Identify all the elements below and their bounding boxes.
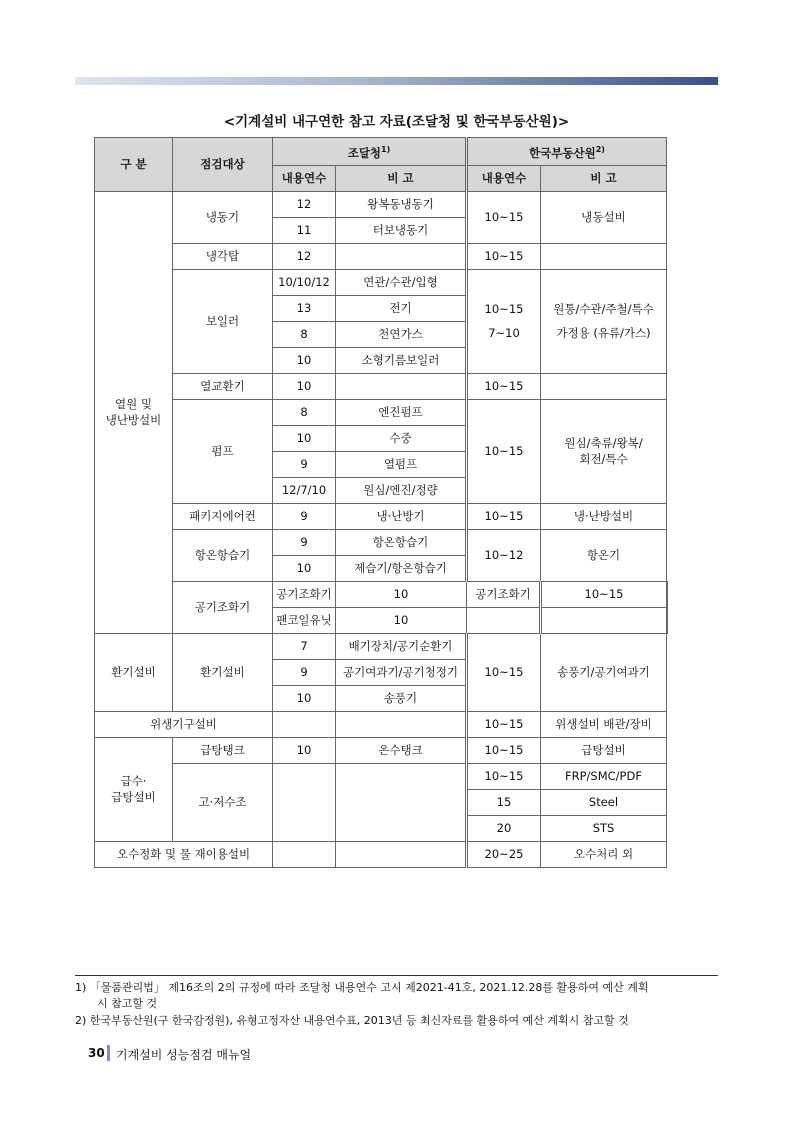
cell bbox=[336, 841, 467, 867]
cell: 9 bbox=[273, 529, 336, 555]
target-boiler: 보일러 bbox=[173, 269, 273, 373]
cell: 전기 bbox=[336, 295, 467, 321]
header-reb: 한국부동산원$^{2)}$ bbox=[467, 138, 667, 166]
cell bbox=[667, 581, 668, 607]
cell: 10~15 bbox=[467, 737, 541, 763]
cell: 13 bbox=[273, 295, 336, 321]
target-storage-tank: 고·저수조 bbox=[173, 763, 273, 841]
cell: 10~15 bbox=[467, 399, 541, 503]
cell: 급탕설비 bbox=[541, 737, 667, 763]
group-hygiene: 위생기구설비 bbox=[95, 711, 273, 737]
header-pps-years: 내용연수 bbox=[273, 165, 336, 191]
cell: 온수탱크 bbox=[336, 737, 467, 763]
target-fcu: 팬코일유닛 bbox=[273, 607, 336, 633]
page-number: 30 bbox=[88, 1046, 105, 1060]
cell: 위생설비 배관/장비 bbox=[541, 711, 667, 737]
cell: 송풍기/공기여과기 bbox=[541, 633, 667, 711]
cell: 10 bbox=[336, 581, 467, 607]
cell: 10 bbox=[273, 737, 336, 763]
footnote-1 bbox=[75, 980, 718, 1012]
cell: 열펌프 bbox=[336, 451, 467, 477]
cell: 15 bbox=[467, 789, 541, 815]
cell: 20 bbox=[467, 815, 541, 841]
cell bbox=[336, 243, 467, 269]
cell: 10 bbox=[273, 347, 336, 373]
group-water: 급수· 급탕설비 bbox=[95, 737, 173, 841]
cell-line: 7~10 bbox=[488, 326, 520, 341]
cell bbox=[541, 373, 667, 399]
cell: 12/7/10 bbox=[273, 477, 336, 503]
header-target: 점검대상 bbox=[173, 138, 273, 192]
header-reb-note: 비 고 bbox=[541, 165, 667, 191]
cell bbox=[541, 607, 667, 633]
cell bbox=[467, 269, 541, 373]
target-cooling-tower: 냉각탑 bbox=[173, 243, 273, 269]
group-heat: 열원 및 냉난방설비 bbox=[95, 191, 173, 633]
cell: 냉동설비 bbox=[541, 191, 667, 243]
target-thermo-hygrostat: 항온항습기 bbox=[173, 529, 273, 581]
durability-table bbox=[94, 137, 668, 868]
running-title: 기계설비 성능점검 매뉴얼 bbox=[116, 1048, 252, 1062]
cell: 10~15 bbox=[467, 243, 541, 269]
cell: 11 bbox=[273, 217, 336, 243]
page-separator bbox=[107, 1045, 110, 1061]
cell: 송풍기 bbox=[336, 685, 467, 711]
cell bbox=[541, 269, 667, 373]
cell: 공기여과기/공기청정기 bbox=[336, 659, 467, 685]
cell: 공기조화기 bbox=[467, 581, 541, 607]
target-freezer: 냉동기 bbox=[173, 191, 273, 243]
target-ahu: 공기조화기 bbox=[273, 581, 336, 607]
target-hotwater-tank: 급탕탱크 bbox=[173, 737, 273, 763]
cell: 10~15 bbox=[467, 191, 541, 243]
cell: 10 bbox=[273, 425, 336, 451]
cell: 냉·난방기 bbox=[336, 503, 467, 529]
header-reb-years: 내용연수 bbox=[467, 165, 541, 191]
footnote-1-line: 1) 「물품관리법」 제16조의 2의 규정에 따라 조달청 내용연수 고시 제2021-41호, 2021.12.28를 활용하여 예산 계획 bbox=[75, 981, 649, 994]
cell: Steel bbox=[541, 789, 667, 815]
cell: FRP/SMC/PDF bbox=[541, 763, 667, 789]
cell: 10 bbox=[273, 685, 336, 711]
cell: 10~15 bbox=[467, 503, 541, 529]
target-vent: 환기설비 bbox=[173, 633, 273, 711]
cell: 소형기름보일러 bbox=[336, 347, 467, 373]
cell: 엔진펌프 bbox=[336, 399, 467, 425]
cell: 8 bbox=[273, 321, 336, 347]
footnote-divider bbox=[75, 975, 718, 976]
table-title: <기계설비 내구연한 참고 자료(조달청 및 한국부동산원)> bbox=[223, 114, 570, 130]
target-heat-exchanger: 열교환기 bbox=[173, 373, 273, 399]
cell bbox=[273, 711, 336, 737]
cell-line: 원통/수관/주철/특수 bbox=[553, 302, 654, 317]
cell: 수중 bbox=[336, 425, 467, 451]
cell: 9 bbox=[273, 659, 336, 685]
header-pps: 조달청$^{1)}$ bbox=[273, 138, 467, 166]
cell: 10/10/12 bbox=[273, 269, 336, 295]
cell: STS bbox=[541, 815, 667, 841]
cell bbox=[336, 711, 467, 737]
footnote-1-cont: 시 참고할 것 bbox=[97, 997, 158, 1010]
cell: 10~15 bbox=[467, 633, 541, 711]
cell: 9 bbox=[273, 451, 336, 477]
cell-line: 가정용 (유류/가스) bbox=[556, 326, 651, 341]
cell: 천연가스 bbox=[336, 321, 467, 347]
cell: 연관/수관/입형 bbox=[336, 269, 467, 295]
footnote-2: 2) 한국부동산원(구 한국감정원), 유형고정자산 내용연수표, 2013년 등 최신자료를 활용하여 예산 계획시 참고할 것 bbox=[75, 1014, 629, 1027]
cell bbox=[273, 763, 336, 841]
cell: 10~15 bbox=[467, 763, 541, 789]
cell: 왕복동냉동기 bbox=[336, 191, 467, 217]
cell: 오수처리 외 bbox=[541, 841, 667, 867]
cell: 10~15 bbox=[541, 581, 667, 607]
cell bbox=[667, 607, 668, 633]
cell: 10 bbox=[273, 373, 336, 399]
target-pump: 펌프 bbox=[173, 399, 273, 503]
cell: 10~15 bbox=[467, 373, 541, 399]
cell: 9 bbox=[273, 503, 336, 529]
cell bbox=[273, 841, 336, 867]
group-vent: 환기설비 bbox=[95, 633, 173, 711]
cell: 배기장치/공기순환기 bbox=[336, 633, 467, 659]
group-ac: 공기조화기 bbox=[173, 581, 273, 633]
cell: 12 bbox=[273, 191, 336, 217]
header-gradient-bar bbox=[75, 77, 718, 85]
cell-line: 10~15 bbox=[484, 302, 524, 317]
header-category: 구 분 bbox=[95, 138, 173, 192]
cell: 7 bbox=[273, 633, 336, 659]
cell: 원심/엔진/정량 bbox=[336, 477, 467, 503]
cell: 항온기 bbox=[541, 529, 667, 581]
cell: 10~12 bbox=[467, 529, 541, 581]
cell: 12 bbox=[273, 243, 336, 269]
cell: 20~25 bbox=[467, 841, 541, 867]
cell: 냉·난방설비 bbox=[541, 503, 667, 529]
cell bbox=[336, 373, 467, 399]
cell: 10 bbox=[273, 555, 336, 581]
cell bbox=[541, 243, 667, 269]
group-sewage: 오수정화 및 물 재이용설비 bbox=[95, 841, 273, 867]
cell bbox=[467, 607, 541, 633]
cell: 제습기/항온항습기 bbox=[336, 555, 467, 581]
cell: 10 bbox=[336, 607, 467, 633]
cell: 8 bbox=[273, 399, 336, 425]
target-package-ac: 패키지에어컨 bbox=[173, 503, 273, 529]
cell bbox=[336, 763, 467, 841]
cell: 터보냉동기 bbox=[336, 217, 467, 243]
cell: 10~15 bbox=[467, 711, 541, 737]
header-pps-note: 비 고 bbox=[336, 165, 467, 191]
cell: 항온항습기 bbox=[336, 529, 467, 555]
cell: 원심/축류/왕복/ 회전/특수 bbox=[541, 399, 667, 503]
